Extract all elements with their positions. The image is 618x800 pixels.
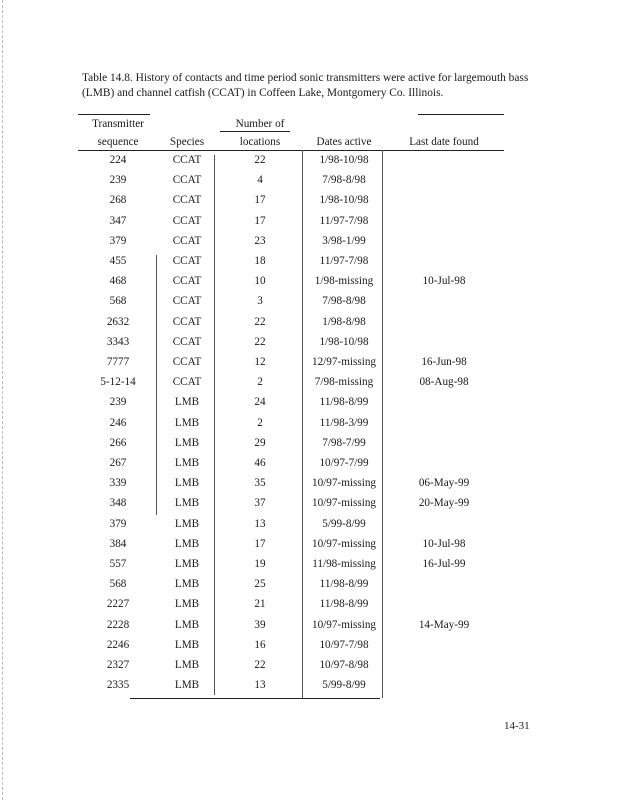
cell-locations: 16	[254, 638, 266, 651]
cell-species: LMB	[174, 416, 200, 429]
cell-last-date-found: 10-Jul-98	[422, 275, 466, 288]
cell-last-date-found: 10-Jul-98	[422, 537, 466, 550]
cell-transmitter: 7777	[106, 356, 130, 368]
header-species: Species	[169, 136, 205, 148]
cell-locations: 17	[254, 214, 266, 227]
cell-dates-active: 7/98-7/99	[322, 436, 366, 449]
cell-transmitter: 267	[109, 457, 127, 469]
cell-species: LMB	[174, 659, 200, 671]
cell-dates-active: 10/97-missing	[311, 618, 377, 631]
cell-dates-active: 12/97-missing	[311, 356, 377, 368]
cell-species: LMB	[174, 517, 200, 530]
cell-transmitter: 557	[109, 558, 127, 570]
cell-last-date-found: 20-May-99	[418, 497, 470, 510]
cell-locations: 29	[254, 436, 266, 449]
cell-locations: 10	[254, 275, 266, 288]
cell-locations: 18	[254, 255, 266, 267]
cell-dates-active: 11/98-8/99	[319, 598, 369, 611]
cell-transmitter: 568	[109, 295, 127, 308]
cell-species: CCAT	[172, 315, 202, 328]
cell-dates-active: 1/98-missing	[314, 275, 374, 288]
cell-transmitter: 455	[109, 255, 127, 267]
cell-species: LMB	[174, 497, 200, 510]
table-row	[0, 150, 618, 170]
cell-dates-active: 1/98-10/98	[319, 194, 369, 207]
table-row	[0, 312, 618, 332]
cell-transmitter: 468	[109, 275, 127, 288]
cell-locations: 25	[254, 578, 266, 591]
cell-locations: 23	[254, 234, 266, 247]
cell-species: CCAT	[172, 174, 202, 187]
header-dates-active: Dates active	[316, 136, 372, 148]
header-locations: locations	[239, 136, 281, 148]
cell-dates-active: 11/98-missing	[312, 558, 376, 570]
cell-locations: 4	[257, 174, 263, 187]
cell-dates-active: 10/97-7/98	[319, 638, 369, 651]
cell-species: CCAT	[172, 275, 202, 288]
cell-transmitter: 339	[109, 477, 127, 490]
table-row	[0, 493, 618, 513]
table-row	[0, 211, 618, 231]
cell-species: CCAT	[172, 214, 202, 227]
cell-dates-active: 10/97-7/99	[319, 457, 369, 469]
cell-dates-active: 5/99-8/99	[322, 517, 366, 530]
table-row	[0, 291, 618, 311]
cell-species: LMB	[174, 578, 200, 591]
cell-dates-active: 3/98-1/99	[322, 234, 366, 247]
cell-transmitter: 379	[109, 234, 127, 247]
cell-locations: 21	[254, 598, 266, 611]
cell-species: CCAT	[172, 335, 202, 348]
cell-transmitter: 268	[109, 194, 127, 207]
cell-species: CCAT	[172, 295, 202, 308]
header-mid-rule	[220, 131, 290, 132]
cell-dates-active: 1/98-10/98	[319, 335, 369, 348]
cell-dates-active: 1/98-8/98	[322, 315, 366, 328]
table-caption: Table 14.8. History of contacts and time period sonic transmitters were active for largemouth bass (LMB) and channel catfish (CCAT) in Coffeen Lake, Montgomery Co. Illinois.	[82, 72, 529, 99]
table-row	[0, 514, 618, 534]
table-row	[0, 655, 618, 675]
table-row	[0, 372, 618, 392]
cell-transmitter: 2246	[106, 638, 130, 651]
header-sequence: sequence	[97, 136, 139, 148]
table-row	[0, 554, 618, 574]
cell-locations: 22	[254, 315, 266, 328]
cell-species: LMB	[174, 558, 200, 570]
cell-locations: 12	[254, 356, 266, 368]
cell-dates-active: 11/98-8/99	[319, 578, 369, 591]
table-row	[0, 251, 618, 271]
cell-locations: 17	[254, 537, 266, 550]
cell-locations: 39	[254, 618, 266, 631]
cell-dates-active: 11/97-7/98	[319, 214, 369, 227]
cell-dates-active: 7/98-8/98	[322, 174, 366, 187]
cell-species: LMB	[174, 436, 200, 449]
cell-last-date-found: 08-Aug-98	[419, 376, 469, 389]
cell-locations: 22	[254, 335, 266, 348]
cell-dates-active: 5/99-8/99	[322, 679, 366, 692]
cell-species: CCAT	[172, 194, 202, 207]
cell-locations: 22	[254, 154, 266, 166]
cell-transmitter: 2632	[106, 315, 130, 328]
cell-locations: 2	[257, 416, 263, 429]
table-row	[0, 534, 618, 554]
cell-transmitter: 3343	[106, 335, 130, 348]
cell-locations: 17	[254, 194, 266, 207]
table-row	[0, 392, 618, 412]
table-row	[0, 271, 618, 291]
cell-species: LMB	[174, 618, 200, 631]
cell-transmitter: 2228	[106, 618, 130, 631]
cell-transmitter: 239	[109, 174, 127, 187]
table-row	[0, 574, 618, 594]
table-bottom-rule	[130, 698, 380, 699]
cell-species: LMB	[174, 457, 200, 469]
page-number: 14-31	[504, 720, 530, 732]
cell-dates-active: 10/97-missing	[311, 537, 377, 550]
cell-locations: 19	[254, 558, 266, 570]
table-row	[0, 453, 618, 473]
cell-species: LMB	[174, 396, 200, 409]
cell-dates-active: 10/97-missing	[311, 497, 377, 510]
cell-transmitter: 379	[109, 517, 127, 530]
table-row	[0, 615, 618, 635]
cell-locations: 35	[254, 477, 266, 490]
cell-dates-active: 11/98-3/99	[319, 416, 369, 429]
cell-transmitter: 2227	[106, 598, 130, 611]
cell-transmitter: 384	[109, 537, 127, 550]
cell-locations: 13	[254, 517, 266, 530]
header-transmitter: Transmitter	[92, 118, 144, 130]
cell-transmitter: 347	[109, 214, 127, 227]
cell-species: CCAT	[172, 356, 202, 368]
cell-dates-active: 10/97-missing	[311, 477, 377, 490]
cell-dates-active: 11/98-8/99	[319, 396, 369, 409]
cell-transmitter: 348	[109, 497, 127, 510]
table-row	[0, 675, 618, 695]
cell-transmitter: 2335	[106, 679, 130, 692]
cell-last-date-found: 16-Jun-98	[421, 356, 467, 368]
cell-dates-active: 7/98-missing	[314, 376, 374, 389]
header-top-rule-left	[78, 114, 150, 115]
cell-species: CCAT	[172, 255, 202, 267]
cell-last-date-found: 06-May-99	[418, 477, 470, 490]
cell-locations: 22	[254, 659, 266, 671]
cell-locations: 46	[254, 457, 266, 469]
cell-locations: 37	[254, 497, 266, 510]
cell-species: LMB	[174, 537, 200, 550]
cell-transmitter: 239	[109, 396, 127, 409]
cell-locations: 3	[257, 295, 263, 308]
table-row	[0, 594, 618, 614]
header-number-of: Number of	[235, 118, 285, 130]
table-row	[0, 413, 618, 433]
cell-transmitter: 246	[109, 416, 127, 429]
cell-transmitter: 568	[109, 578, 127, 591]
cell-transmitter: 266	[109, 436, 127, 449]
table-row	[0, 433, 618, 453]
cell-species: LMB	[174, 679, 200, 692]
cell-species: LMB	[174, 598, 200, 611]
cell-transmitter: 2327	[106, 659, 130, 671]
table-row	[0, 332, 618, 352]
table-row	[0, 635, 618, 655]
cell-last-date-found: 16-Jul-99	[422, 558, 466, 570]
header-last-date-found: Last date found	[409, 136, 479, 148]
table-row	[0, 352, 618, 372]
cell-dates-active: 7/98-8/98	[322, 295, 366, 308]
cell-dates-active: 11/97-7/98	[319, 255, 369, 267]
cell-transmitter: 224	[109, 154, 127, 166]
cell-species: LMB	[174, 477, 200, 490]
table-row	[0, 231, 618, 251]
cell-dates-active: 10/97-8/98	[319, 659, 369, 671]
cell-species: CCAT	[172, 376, 202, 389]
header-top-rule-right	[418, 114, 504, 115]
cell-locations: 13	[254, 679, 266, 692]
table-row	[0, 170, 618, 190]
cell-species: CCAT	[172, 234, 202, 247]
table-row	[0, 473, 618, 493]
table-row	[0, 190, 618, 210]
cell-locations: 2	[257, 376, 263, 389]
cell-transmitter: 5-12-14	[100, 376, 136, 389]
cell-dates-active: 1/98-10/98	[319, 154, 369, 166]
cell-last-date-found: 14-May-99	[418, 618, 470, 631]
cell-locations: 24	[254, 396, 266, 409]
cell-species: CCAT	[172, 154, 202, 166]
cell-species: LMB	[174, 638, 200, 651]
